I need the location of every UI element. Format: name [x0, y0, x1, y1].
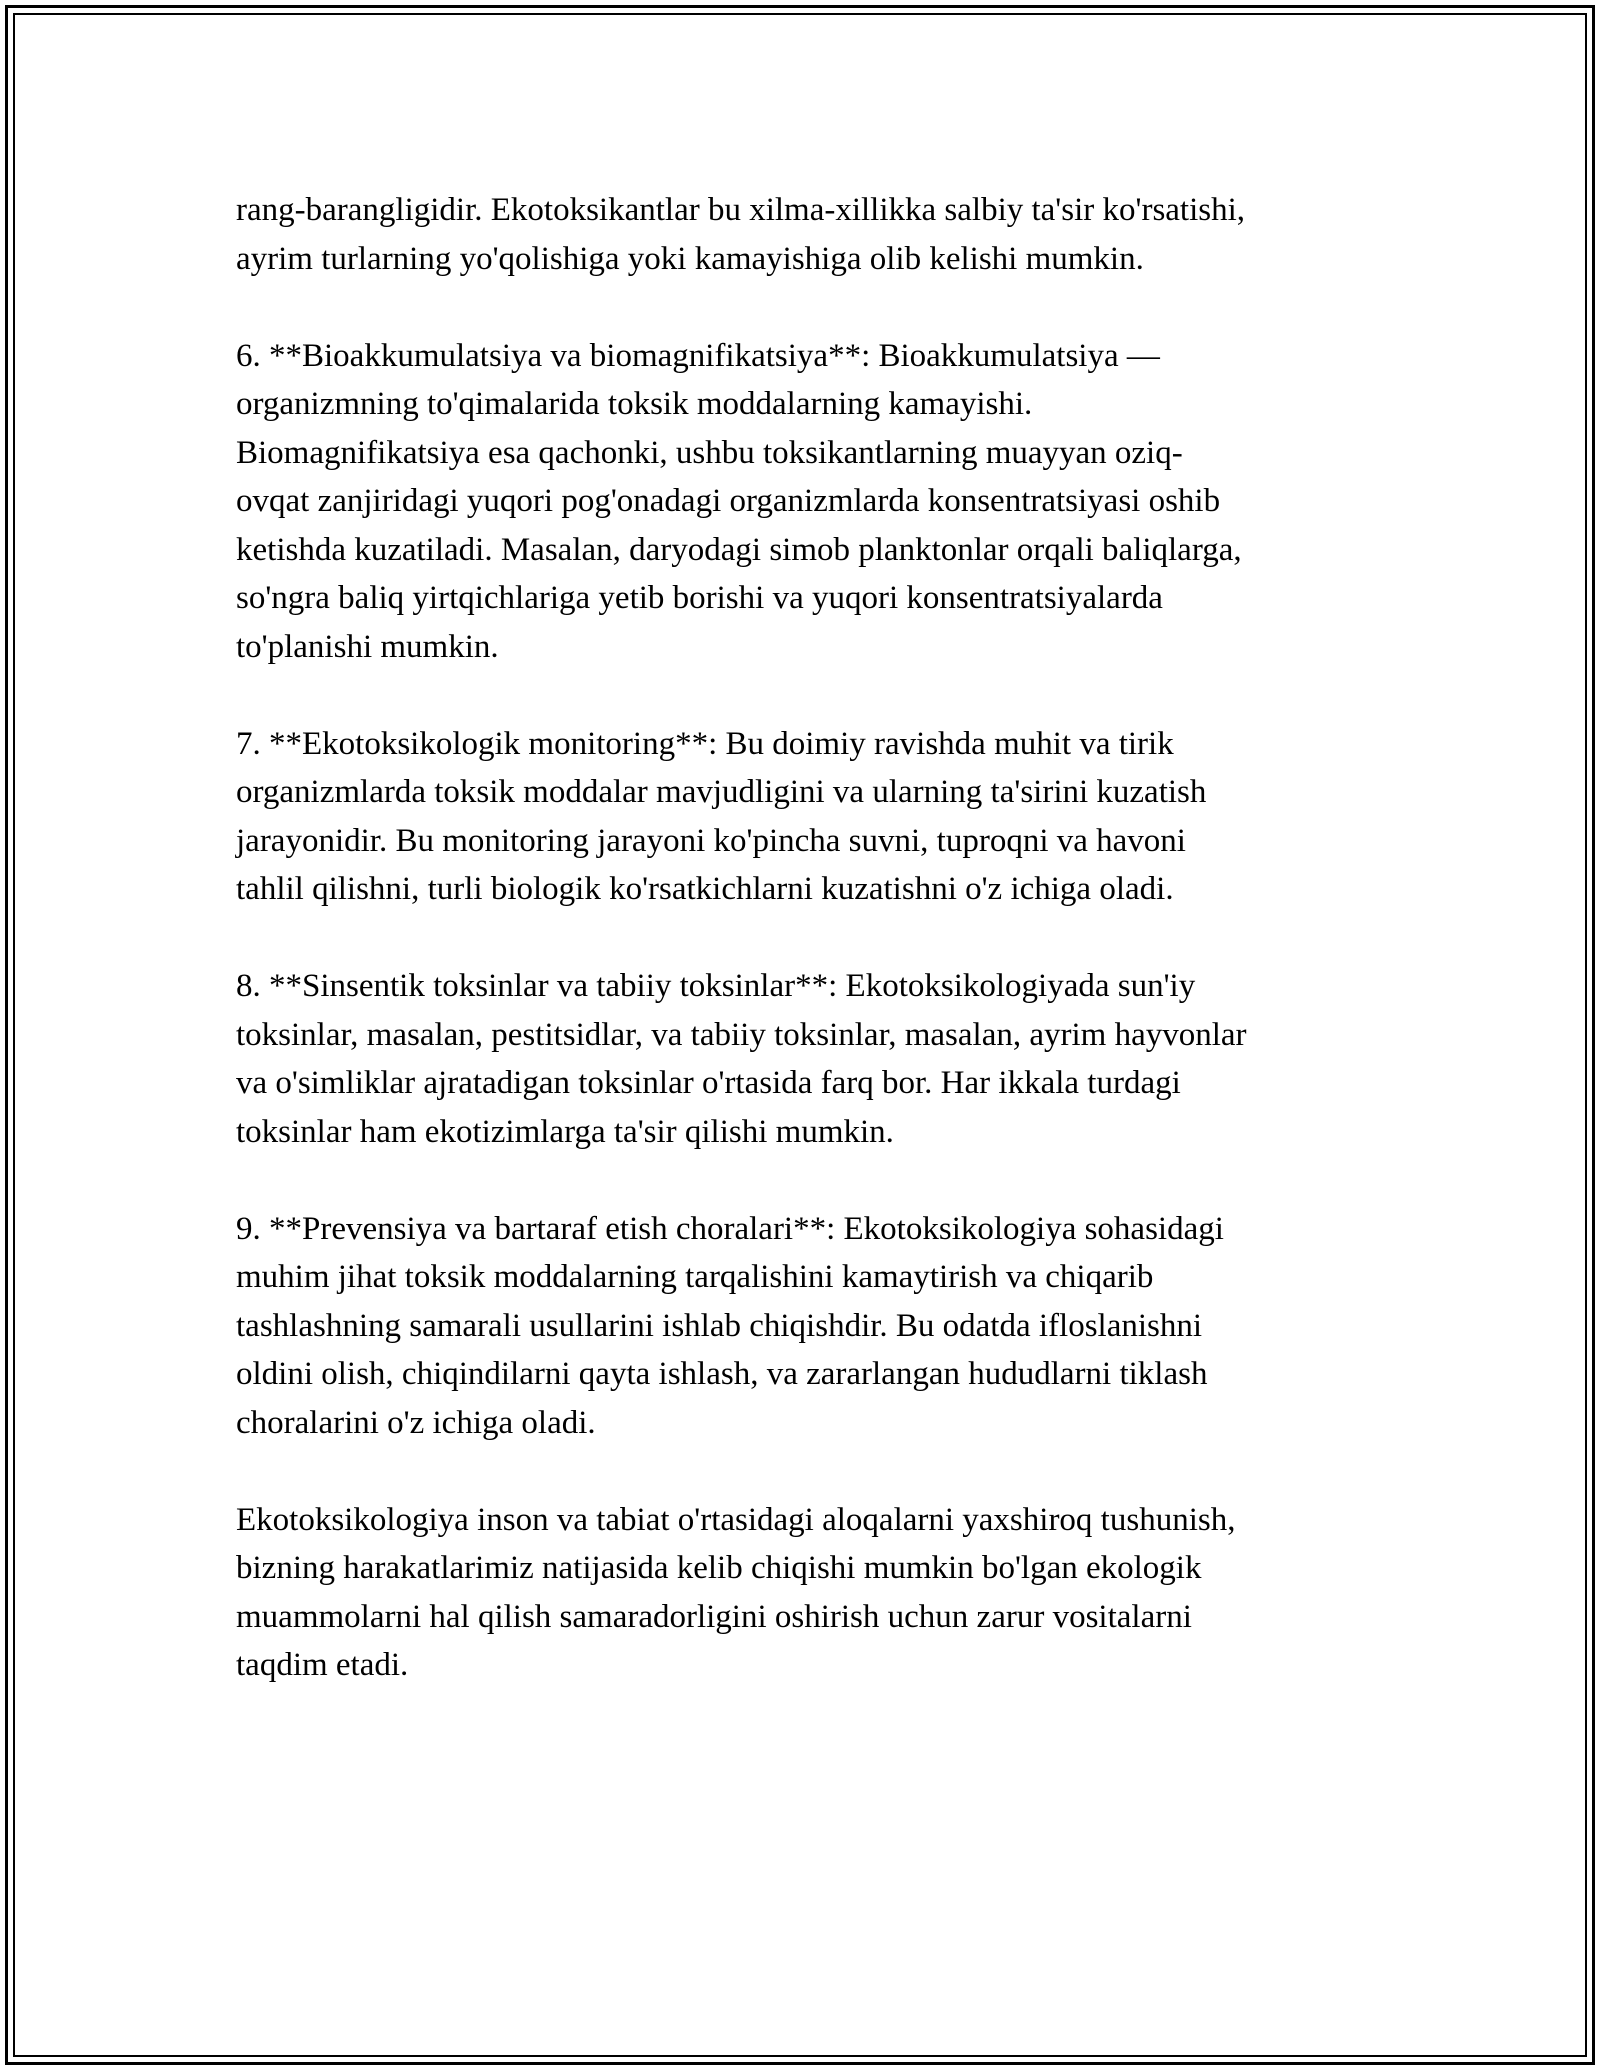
paragraph-toxins — [236, 962, 1386, 1156]
text-line: organizmlarda toksik moddalar mavjudligini va ularning ta'sirini kuzatish — [236, 774, 1207, 810]
text-line: va o'simliklar ajratadigan toksinlar o'rtasida farq bor. Har ikkala turdagi — [236, 1065, 1181, 1101]
paragraph-biodiversity — [236, 186, 1386, 283]
text-line: toksinlar, masalan, pestitsidlar, va tabiiy toksinlar, masalan, ayrim hayvonlar — [236, 1016, 1247, 1053]
text-line: tahlil qilishni, turli biologik ko'rsatkichlarni kuzatishni o'z ichiga oladi. — [236, 871, 1174, 907]
text-line: 6. **Bioakkumulatsiya va biomagnifikatsiya**: Bioakkumulatsiya — — [236, 337, 1160, 374]
text-line: 9. **Prevensiya va bartaraf etish choralari**: Ekotoksikologiya sohasidagi — [236, 1210, 1224, 1247]
text-line: Biomagnifikatsiya esa qachonki, ushbu toksikantlarning muayyan oziq- — [236, 434, 1183, 471]
text-line: ovqat zanjiridagi yuqori pog'onadagi organizmlarda konsentratsiyasi oshib — [236, 483, 1221, 519]
text-line: taqdim etadi. — [236, 1647, 409, 1683]
paragraph-monitoring — [236, 720, 1386, 914]
text-line: rang-barangligidir. Ekotoksikantlar bu xilma-xillikka salbiy ta'sir ko'rsatishi, — [236, 192, 1246, 228]
text-line: choralarini o'z ichiga oladi. — [236, 1404, 596, 1441]
text-line: tashlashning samarali usullarini ishlab chiqishdir. Bu odatda ifloslanishni — [236, 1307, 1203, 1344]
text-line: muhim jihat toksik moddalarning tarqalishini kamaytirish va chiqarib — [236, 1259, 1154, 1295]
text-line: 7. **Ekotoksikologik monitoring**: Bu doimiy ravishda muhit va tirik — [236, 725, 1174, 762]
text-line: ayrim turlarning yo'qolishiga yoki kamayishiga olib kelishi mumkin. — [236, 240, 1144, 277]
document-body — [236, 186, 1386, 1738]
text-line: toksinlar ham ekotizimlarga ta'sir qilishi mumkin. — [236, 1113, 894, 1150]
text-line: oldini olish, chiqindilarni qayta ishlash, va zararlangan hududlarni tiklash — [236, 1356, 1208, 1392]
text-line: ketishda kuzatiladi. Masalan, daryodagi simob planktonlar orqali baliqlarga, — [236, 531, 1242, 568]
paragraph-prevention — [236, 1205, 1386, 1448]
text-line: 8. **Sinsentik toksinlar va tabiiy toksinlar**: Ekotoksikologiyada sun'iy — [236, 968, 1196, 1004]
text-line: jarayonidir. Bu monitoring jarayoni ko'pincha suvni, tuproqni va havoni — [236, 822, 1186, 859]
paragraph-bioaccumulation — [236, 332, 1386, 672]
text-line: Ekotoksikologiya inson va tabiat o'rtasidagi aloqalarni yaxshiroq tushunish, — [236, 1501, 1236, 1538]
text-line: bizning harakatlarimiz natijasida kelib chiqishi mumkin bo'lgan ekologik — [236, 1550, 1202, 1586]
paragraph-conclusion — [236, 1496, 1386, 1690]
text-line: to'planishi mumkin. — [236, 628, 499, 665]
text-line: organizmning to'qimalarida toksik moddalarning kamayishi. — [236, 386, 1033, 422]
text-line: muammolarni hal qilish samaradorligini oshirish uchun zarur vositalarni — [236, 1598, 1192, 1635]
text-line: so'ngra baliq yirtqichlariga yetib borishi va yuqori konsentratsiyalarda — [236, 580, 1163, 616]
